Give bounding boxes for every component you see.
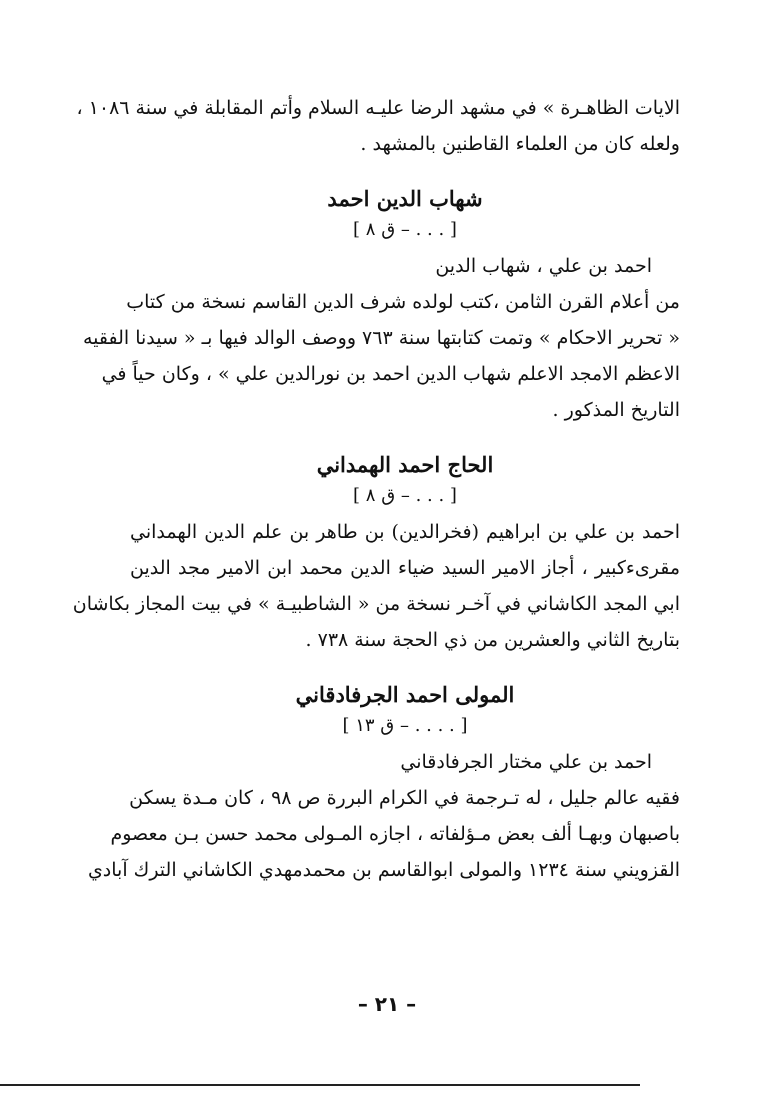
entry-body-line: ابي المجد الكاشاني في آخـر نسخة من « الشاطبيـة » في بيت المجاز بكاشان — [72, 593, 680, 615]
entry-dates: [ . . . – ق ٨ ] — [353, 219, 457, 240]
entry-body-line: مقرىءكبير ، أجاز الامير السيد ضياء الدين محمد ابن الامير مجد الدين — [130, 557, 680, 579]
entry-title: المولى احمد الجرفادقاني — [295, 682, 515, 707]
entry-name-line: احمد بن علي مختار الجرفادقاني — [400, 751, 652, 773]
entry-name-line: احمد بن علي ، شهاب الدين — [435, 255, 652, 277]
entry-body-line: « تحرير الاحكام » وتمت كتابتها سنة ٧٦٣ ووصف الوالد فيها بـ « سيدنا الفقيه — [82, 327, 680, 349]
entry-body-line: من أعلام القرن الثامن ،كتب لولده شرف الدين القاسم نسخة من كتاب — [126, 291, 680, 313]
entry-dates: [ . . . – ق ٨ ] — [353, 485, 457, 506]
entry-body-line: بتاريخ الثاني والعشرين من ذي الحجة سنة ٧٣٨ . — [305, 629, 680, 651]
entry-title: شهاب الدين احمد — [327, 186, 483, 211]
page-content — [72, 90, 680, 888]
entry-dates: [ . . . . – ق ١٣ ] — [342, 715, 468, 736]
intro-line: ولعله كان من العلماء القاطنين بالمشهد . — [360, 133, 680, 155]
entry-body-line: القزويني سنة ١٢٣٤ والمولى ابوالقاسم بن محمدمهدي الكاشاني الترك آبادي — [87, 859, 680, 881]
entry-title: الحاج احمد الهمداني — [316, 452, 494, 477]
intro-line: الايات الظاهـرة » في مشهد الرضا عليـه السلام وأتم المقابلة في سنة ١٠٨٦ ، — [76, 97, 680, 119]
page-number: – ٢١ – — [357, 992, 417, 1016]
entry-body-line: باصبهان وبهـا ألف بعض مـؤلفاته ، اجازه المـولى محمد حسن بـن معصوم — [110, 823, 680, 845]
entry-body-line: احمد بن علي بن ابراهيم (فخرالدين) بن طاهر بن علم الدين الهمداني — [130, 521, 680, 543]
entry-body-line: فقيه عالم جليل ، له تـرجمة في الكرام البررة ص ٩٨ ، كان مـدة يسكن — [129, 787, 680, 809]
bottom-rule — [0, 1084, 640, 1086]
entry-body-line: الاعظم الامجد الاعلم شهاب الدين احمد بن نورالدين علي » ، وكان حياً في — [101, 363, 680, 385]
entry-body-line: التاريخ المذكور . — [552, 399, 680, 421]
